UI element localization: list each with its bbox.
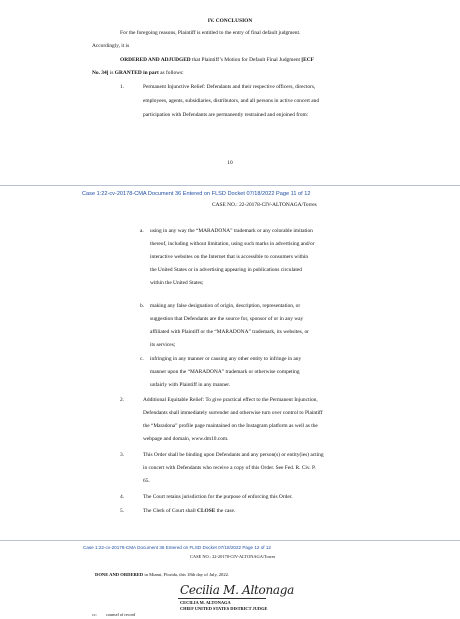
docket-header: Case 1:22-cv-20178-CMA Document 36 Entered on FLSD Docket 07/18/2022 Page 12 of 12 xyxy=(83,545,271,550)
item-3-number: 3. xyxy=(120,452,125,458)
section-heading: IV. CONCLUSION xyxy=(207,18,253,24)
order-text: as follows: xyxy=(158,70,184,76)
sub-item-a-line: the United States or in advertising appearing in publications circulated xyxy=(150,267,302,273)
order-text: is xyxy=(108,70,115,76)
done-ordered-line xyxy=(95,572,229,577)
item-1-line: participation with Defendants are permanently restrained and enjoined from: xyxy=(143,112,309,118)
order-line-2 xyxy=(92,70,184,77)
item-5-number: 5. xyxy=(120,508,125,514)
item-4-line: The Court retains jurisdiction for the purpose of enforcing this Order. xyxy=(143,494,293,500)
case-number: CASE NO.: 22-20178-CIV-ALTONAGA/Torres xyxy=(190,554,276,559)
signature-line xyxy=(178,598,266,599)
cc-text: counsel of record xyxy=(106,612,136,617)
sub-item-b-line: affiliated with Plaintiff or the “MARADONA” trademark, its websites, or xyxy=(150,329,309,335)
ecf-ref: [ECF xyxy=(301,57,314,63)
sub-item-b-line: suggestion that Defendants are the source for, sponsor of or in any way xyxy=(150,316,304,322)
sub-item-c-line: unfairly with Plaintiff in any manner. xyxy=(150,382,231,388)
order-line-1 xyxy=(120,57,314,64)
order-text: that Plaintiff’s Motion for Default Final Judgment xyxy=(190,57,302,63)
granted-bold: GRANTED in part xyxy=(114,70,159,76)
sub-item-c-label: c. xyxy=(140,356,144,362)
item-3-line: in concert with Defendants who receive a copy of this Order. See Fed. R. Civ. P. xyxy=(143,465,316,471)
paragraph-line: Accordingly, it is xyxy=(92,43,130,49)
item-5-line xyxy=(143,508,235,515)
item-2-number: 2. xyxy=(120,397,125,403)
item-5-text: The Clerk of Court shall xyxy=(143,508,198,514)
judge-name: CECILIA M. ALTONAGA xyxy=(180,600,231,605)
docket-header: Case 1:22-cv-20178-CMA Document 36 Entered on FLSD Docket 07/18/2022 Page 11 of 12 xyxy=(82,191,311,197)
sub-item-b-label: b. xyxy=(140,303,145,309)
sub-item-b-line: making any false designation of origin, description, representation, or xyxy=(150,303,301,309)
done-ordered-bold: DONE AND ORDERED xyxy=(95,572,144,577)
sub-item-a-line: thereof, including without limitation, using such marks in advertising and/or xyxy=(150,241,315,247)
item-1-line: Permanent Injunctive Relief: Defendants and their respective officers, directors, xyxy=(143,84,316,90)
case-number: CASE NO.: 22-20178-CIV-ALTONAGA/Torres xyxy=(212,202,317,208)
cc-label: cc: xyxy=(92,612,97,617)
ordered-adjudged-bold: ORDERED AND ADJUDGED xyxy=(120,57,191,63)
item-4-number: 4. xyxy=(120,494,125,500)
sub-item-a-line: using in any way the “MARADONA” trademark or any colorable imitation xyxy=(150,228,313,234)
page-divider xyxy=(0,185,460,186)
item-1-number: 1. xyxy=(120,84,125,90)
item-2-line: Defendants shall immediately surrender and otherwise turn over control to Plaintiff xyxy=(143,410,323,416)
judge-signature: Cecilia M. Altonaga xyxy=(180,583,294,597)
item-2-line: the “Maradona” profile page maintained on the Instagram platform as well as the xyxy=(143,423,318,429)
item-5-text: the case. xyxy=(215,508,236,514)
page-number: 10 xyxy=(227,160,233,166)
sub-item-a-label: a. xyxy=(140,228,144,234)
paragraph-line: For the foregoing reasons, Plaintiff is entitled to the entry of final default judgment. xyxy=(120,30,301,36)
sub-item-a-line: interactive websites on the Internet that is accessible to consumers within xyxy=(150,254,309,260)
item-3-line: This Order shall be binding upon Defendants and any person(s) or entity(ies) acting xyxy=(143,452,324,458)
close-bold: CLOSE xyxy=(197,508,216,514)
item-1-line: employees, agents, subsidiaries, distributors, and all persons in active concert and xyxy=(143,98,320,104)
judge-title: CHIEF UNITED STATES DISTRICT JUDGE xyxy=(180,606,268,611)
item-3-line: 65. xyxy=(143,478,150,484)
sub-item-c-line: infringing in any manner or causing any other entity to infringe in any xyxy=(150,356,302,362)
item-2-line: Additional Equitable Relief: To give practical effect to the Permanent Injunction, xyxy=(143,397,318,403)
sub-item-c-line: manner upon the “MARADONA” trademark or otherwise competing xyxy=(150,369,300,375)
page-divider xyxy=(0,540,460,541)
done-ordered-text: in Miami, Florida, this 18th day of July, 2022. xyxy=(143,572,230,577)
item-2-line: webpage and domain, www.dm10.com. xyxy=(143,436,229,442)
sub-item-b-line: its services; xyxy=(150,342,176,348)
ecf-number: No. 34] xyxy=(92,70,109,76)
sub-item-a-line: within the United States; xyxy=(150,280,204,286)
